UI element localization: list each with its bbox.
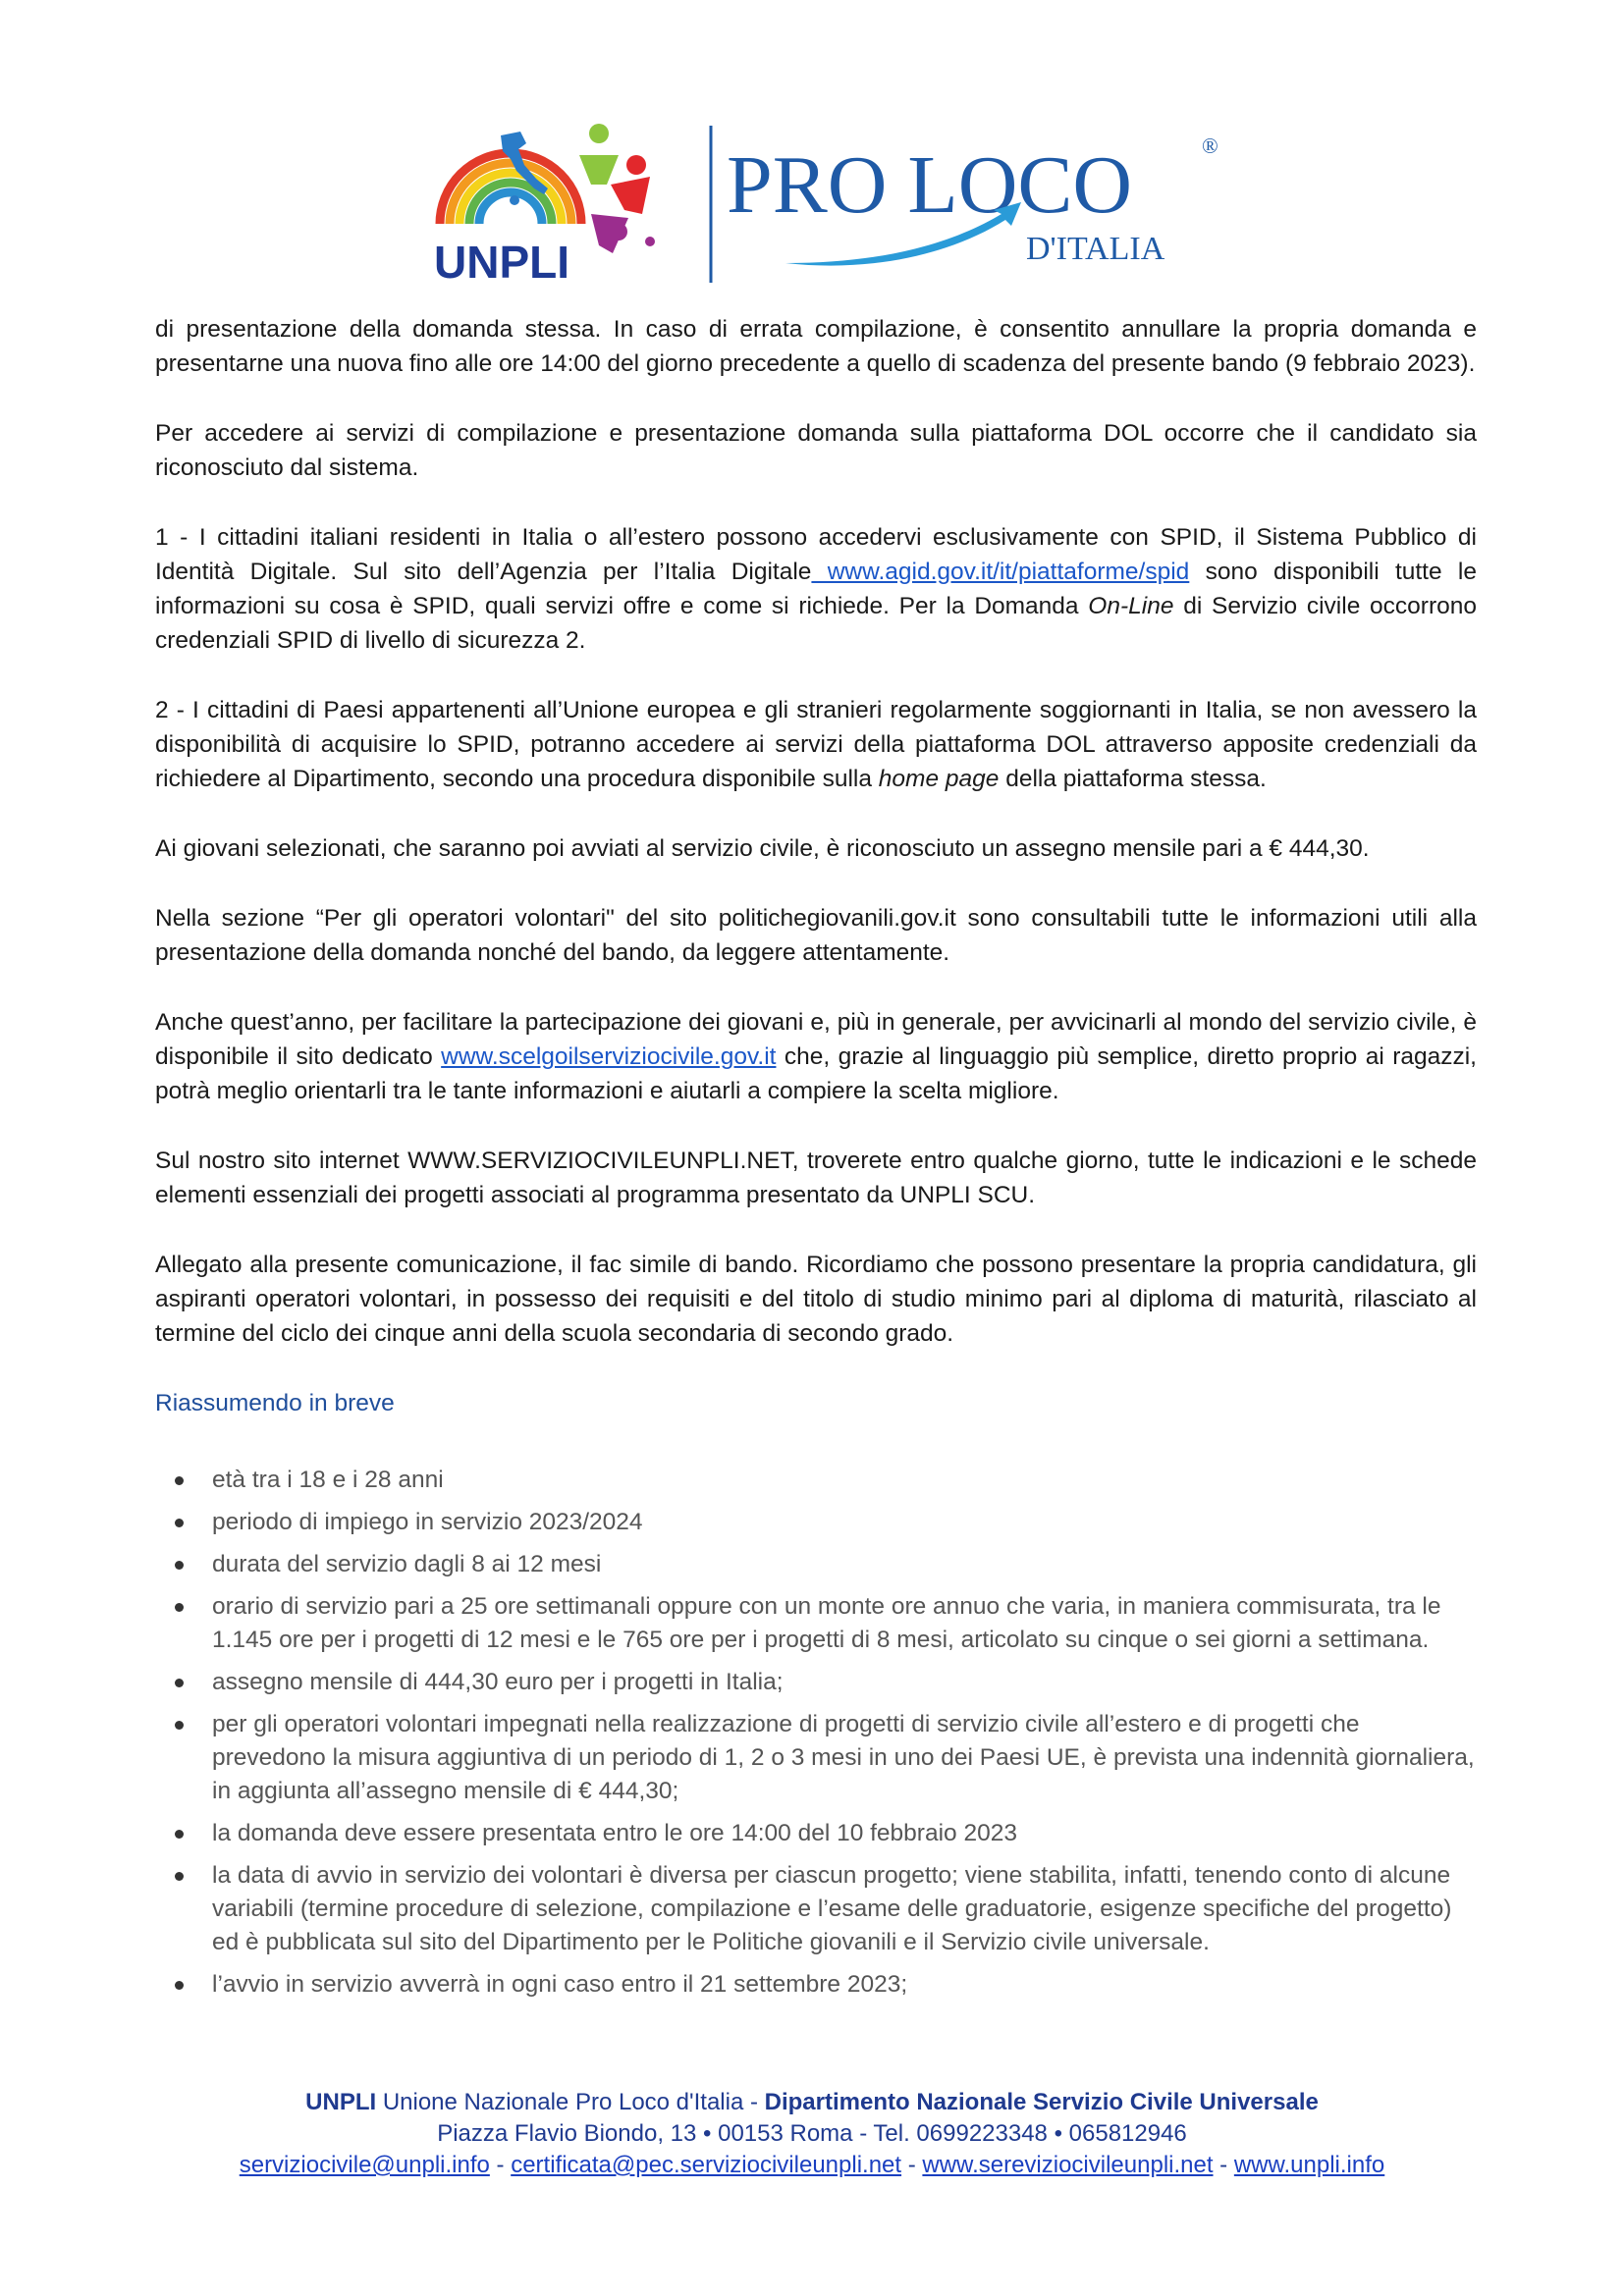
footer-email-link[interactable]: serviziocivile@unpli.info: [239, 2152, 490, 2178]
bullet-icon: [175, 1476, 184, 1485]
scelgo-site-link[interactable]: www.scelgoilserviziocivile.gov.it: [441, 1043, 777, 1070]
header-logo: [432, 116, 1237, 288]
bullet-icon: [175, 1721, 184, 1730]
footer-links-line: [0, 2150, 1624, 2181]
footer-separator: -: [1213, 2152, 1234, 2178]
unpli-logo-text: UNPLI: [434, 237, 569, 288]
paragraph-unpli-site: Sul nostro sito internet WWW.SERVIZIOCIVILEUNPLI.NET, troverete entro qualche giorno, tutte le indicazioni e le schede elementi essenziali dei progetti associati al programma presentato da UNPLI SCU.: [155, 1148, 1477, 1208]
page-footer: [0, 2087, 1624, 2181]
list-item: [155, 1506, 1477, 1539]
list-item: [155, 1817, 1477, 1850]
paragraph-deadline-note: di presentazione della domanda stessa. In caso di errata compilazione, è consentito annullare la propria domanda e presentarne una nuova fino alle ore 14:00 del giorno precedente a quello di scadenza del presente bando (9 febbraio 2023).: [155, 316, 1477, 377]
document-body: [155, 312, 1477, 2010]
list-item: [155, 1666, 1477, 1699]
list-item: [155, 1464, 1477, 1497]
summary-heading: Riassumendo in breve: [155, 1390, 395, 1416]
footer-site-link[interactable]: www.sereviziocivileunpli.net: [922, 2152, 1214, 2178]
agid-spid-link[interactable]: www.agid.gov.it/it/piattaforme/spid: [811, 559, 1190, 585]
bullet-icon: [175, 1561, 184, 1570]
paragraph-eu-text-a: 2 - I cittadini di Paesi appartenenti all’Unione europea e gli stranieri regolarmente soggiornanti in Italia, se non avessero la disponibilità di acquisire lo SPID, potranno accedere ai servizi della piattaforma DOL attraverso apposite credenziali da richiedere al Dipartimento, secondo una procedura disponibile sulla: [155, 697, 1477, 792]
rainbow-icon: [440, 153, 581, 224]
list-item-text: per gli operatori volontari impegnati nella realizzazione di progetti di servizio civile all’estero e di progetti che prevedono la misura aggiuntiva di un periodo di 1, 2 o 3 mesi in uno dei Paesi UE, è prevista una indennità giornaliera, in aggiunta all’assegno mensile di € 444,30;: [212, 1711, 1475, 1804]
paragraph-scelgo-site: [155, 1005, 1477, 1108]
people-figures-icon: [579, 124, 655, 253]
bullet-icon: [175, 1830, 184, 1839]
list-item-text: la domanda deve essere presentata entro le ore 14:00 del 10 febbraio 2023: [212, 1820, 1017, 1846]
list-item: [155, 1968, 1477, 2002]
paragraph-spid-text-c: di Servizio civile occorrono credenziali SPID di livello di sicurezza 2.: [155, 593, 1477, 654]
bullet-icon: [175, 1603, 184, 1612]
unpli-proloco-logo: [432, 116, 1237, 288]
footer-separator: -: [901, 2152, 923, 2178]
list-item-text: periodo di impiego in servizio 2023/2024: [212, 1509, 643, 1535]
bullet-icon: [175, 1872, 184, 1881]
paragraph-spid: [155, 520, 1477, 658]
paragraph-spid-italic: On-Line: [1088, 593, 1174, 619]
footer-org-acronym: UNPLI: [305, 2089, 377, 2115]
paragraph-dol-access: Per accedere ai servizi di compilazione e presentazione domanda sulla piattaforma DOL occorre che il candidato sia riconosciuto dal sistema.: [155, 420, 1477, 481]
list-item: [155, 1590, 1477, 1657]
bullet-icon: [175, 1981, 184, 1990]
paragraph-spid-text-a: 1 - I cittadini italiani residenti in Italia o all’estero possono accedervi esclusivamente con SPID, il Sistema Pubblico di Identità Digitale. Sul sito dell’Agenzia per l’Italia Digitale: [155, 524, 1477, 585]
paragraph-scelgo-text-b: che, grazie al linguaggio più semplice, diretto proprio ai ragazzi, potrà meglio orientarli tra le tante informazioni e aiutarli a compiere la scelta migliore.: [155, 1043, 1477, 1104]
list-item-text: orario di servizio pari a 25 ore settimanali oppure con un monte ore annuo che varia, in maniera commisurata, tra le 1.145 ore per i progetti di 12 mesi e le 765 ore per i progetti di 8 mesi, articolato su cinque o sei giorni a settimana.: [212, 1593, 1441, 1653]
paragraph-eu-italic: home page: [878, 766, 1000, 792]
bullet-icon: [175, 1519, 184, 1527]
list-item-text: la data di avvio in servizio dei volontari è diversa per ciascun progetto; viene stabilita, infatti, tenendo conto di alcune variabili (termine procedure di selezione, compilazione e l’esame delle graduatorie, esigenze specifiche del progetto) ed è pubblicata sul sito del Dipartimento per le Politiche giovanili e il Servizio civile universale.: [212, 1862, 1452, 1955]
paragraph-allowance: Ai giovani selezionati, che saranno poi avviati al servizio civile, è riconosciuto un assegno mensile pari a € 444,30.: [155, 835, 1370, 862]
paragraph-eu-text-b: della piattaforma stessa.: [999, 766, 1267, 792]
footer-separator: -: [489, 2152, 512, 2178]
proloco-logo-text: PRO LOCO: [727, 139, 1133, 231]
list-item: [155, 1548, 1477, 1581]
bullet-icon: [175, 1679, 184, 1687]
list-item-text: età tra i 18 e i 28 anni: [212, 1467, 444, 1493]
footer-org-line: [0, 2087, 1624, 2118]
registered-mark: ®: [1202, 133, 1218, 158]
list-item-text: l’avvio in servizio avverrà in ogni caso entro il 21 settembre 2023;: [212, 1971, 908, 1998]
list-item: [155, 1708, 1477, 1808]
paragraph-spid-text-b: sono disponibili tutte le informazioni su cosa è SPID, quali servizi offre e come si richiede. Per la Domanda: [155, 559, 1477, 619]
paragraph-scelgo-text-a: Anche quest’anno, per facilitare la partecipazione dei giovani e, più in generale, per avvicinarli al mondo del servizio civile, è disponibile il sito dedicato: [155, 1009, 1477, 1070]
list-item: [155, 1859, 1477, 1959]
paragraph-operators-section: Nella sezione “Per gli operatori volontari" del sito politichegiovanili.gov.it sono consultabili tutte le informazioni utili alla presentazione della domanda nonché del bando, da leggere attentamente.: [155, 905, 1477, 966]
paragraph-attachment: Allegato alla presente comunicazione, il fac simile di bando. Ricordiamo che possono presentare la propria candidatura, gli aspiranti operatori volontari, in possesso dei requisiti e del titolo di studio minimo pari al diploma di maturità, rilasciato al termine del ciclo dei cinque anni della scuola secondaria di secondo grado.: [155, 1252, 1477, 1347]
paragraph-eu-citizens: [155, 693, 1477, 796]
list-item-text: durata del servizio dagli 8 ai 12 mesi: [212, 1551, 602, 1577]
footer-pec-link[interactable]: certificata@pec.serviziocivileunpli.net: [511, 2152, 902, 2178]
summary-list: [155, 1464, 1477, 2002]
footer-unpli-link[interactable]: www.unpli.info: [1233, 2152, 1385, 2178]
footer-department: Dipartimento Nazionale Servizio Civile Universale: [764, 2089, 1319, 2115]
ditalia-logo-text: D'ITALIA: [1026, 231, 1165, 267]
footer-address: Piazza Flavio Biondo, 13 • 00153 Roma - Tel. 0699223348 • 065812946: [437, 2120, 1187, 2147]
list-item-text: assegno mensile di 444,30 euro per i progetti in Italia;: [212, 1669, 784, 1695]
footer-org-name: Unione Nazionale Pro Loco d'Italia -: [376, 2089, 765, 2115]
